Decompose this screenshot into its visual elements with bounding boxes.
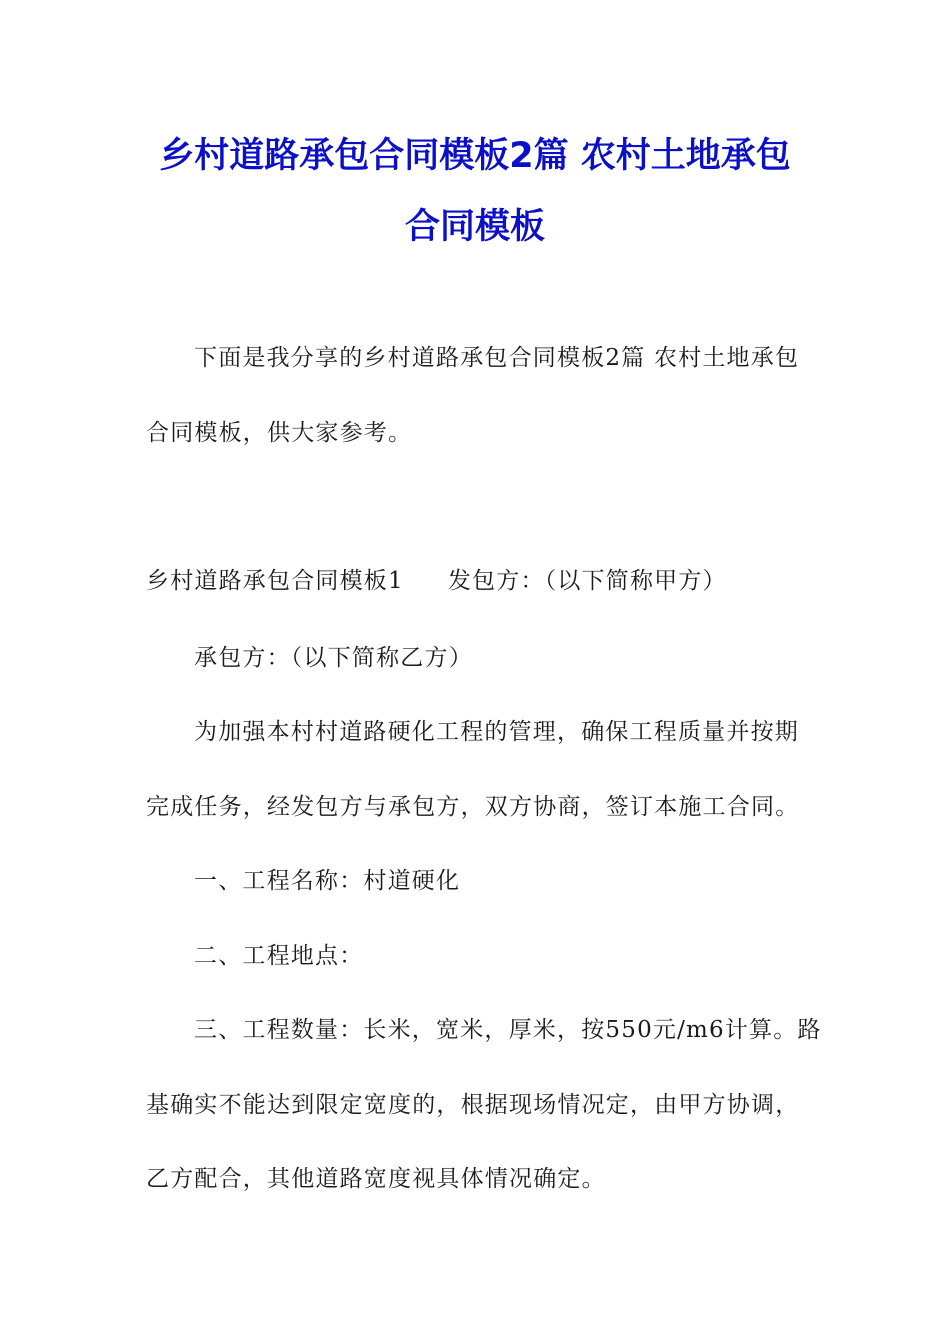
intro-line-1: 下面是我分享的乡村道路承包合同模板2篇 农村土地承包 (194, 345, 800, 371)
item-3-line-3: 乙方配合，其他道路宽度视具体情况确定。 (146, 1166, 606, 1192)
contractor-line: 承包方：（以下简称乙方） (194, 645, 473, 671)
document-title-line-1: 乡村道路承包合同模板2篇 农村土地承包 (159, 136, 791, 176)
paragraph-1-line-2: 完成任务，经发包方与承包方，双方协商，签订本施工合同。 (146, 794, 800, 820)
section-heading-row (146, 566, 816, 596)
item-3-line-2: 基确实不能达到限定宽度的，根据现场情况定，由甲方协调， (146, 1092, 800, 1118)
intro-line-2: 合同模板，供大家参考。 (146, 420, 413, 446)
issuer-line: 发包方：（以下简称甲方） (447, 568, 727, 594)
item-2: 二、工程地点： (194, 943, 364, 969)
item-1: 一、工程名称：村道硬化 (194, 868, 461, 894)
document-title-line-2: 合同模板 (404, 207, 545, 247)
item-3-line-1: 三、工程数量：长米，宽米，厚米，按550元/m6计算。路 (194, 1017, 822, 1043)
section-heading: 乡村道路承包合同模板1 (146, 568, 404, 594)
paragraph-1-line-1: 为加强本村村道路硬化工程的管理，确保工程质量并按期 (194, 719, 799, 745)
